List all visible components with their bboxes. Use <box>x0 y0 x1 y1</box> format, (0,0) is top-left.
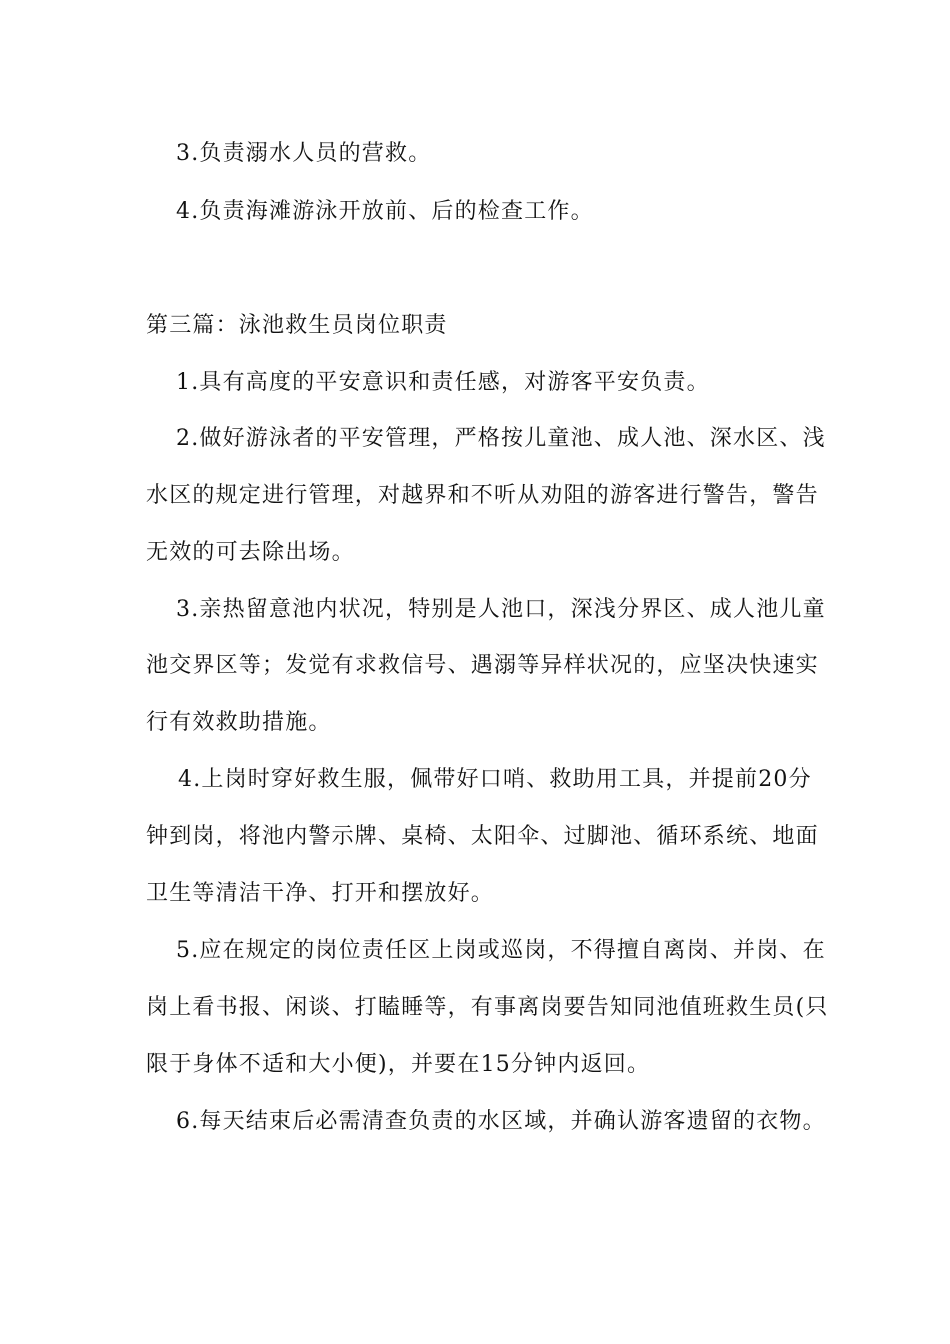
text-line-10: 行有效救助措施。 <box>146 710 332 735</box>
text-line-4: 1.具有高度的平安意识和责任感，对游客平安负责。 <box>176 370 710 395</box>
text-line-14: 5.应在规定的岗位责任区上岗或巡岗，不得擅自离岗、并岗、在 <box>176 938 826 963</box>
text-line-1: 3.负责溺水人员的营救。 <box>176 141 432 166</box>
section-heading: 第三篇：泳池救生员岗位职责 <box>146 313 448 338</box>
text-line-13: 卫生等清洁干净、打开和摆放好。 <box>146 881 495 906</box>
text-line-9: 池交界区等；发觉有求救信号、遇溺等异样状况的，应坚决快速实 <box>146 653 819 678</box>
text-line-17: 6.每天结束后必需清查负责的水区域，并确认游客遗留的衣物。 <box>176 1109 826 1134</box>
text-line-2: 4.负责海滩游泳开放前、后的检查工作。 <box>176 199 594 224</box>
text-line-11: 4.上岗时穿好救生服，佩带好口哨、救助用工具，并提前20分 <box>178 767 812 792</box>
text-line-16: 限于身体不适和大小便)，并要在15分钟内返回。 <box>146 1052 651 1077</box>
text-line-12: 钟到岗，将池内警示牌、桌椅、太阳伞、过脚池、循环系统、地面 <box>146 824 819 849</box>
text-line-7: 无效的可去除出场。 <box>146 540 355 565</box>
text-line-5: 2.做好游泳者的平安管理，严格按儿童池、成人池、深水区、浅 <box>176 426 826 451</box>
text-line-6: 水区的规定进行管理，对越界和不听从劝阻的游客进行警告，警告 <box>146 483 819 508</box>
text-line-8: 3.亲热留意池内状况，特别是人池口，深浅分界区、成人池儿童 <box>176 597 826 622</box>
text-line-15: 岗上看书报、闲谈、打瞌睡等，有事离岗要告知同池值班救生员(只 <box>146 995 829 1020</box>
